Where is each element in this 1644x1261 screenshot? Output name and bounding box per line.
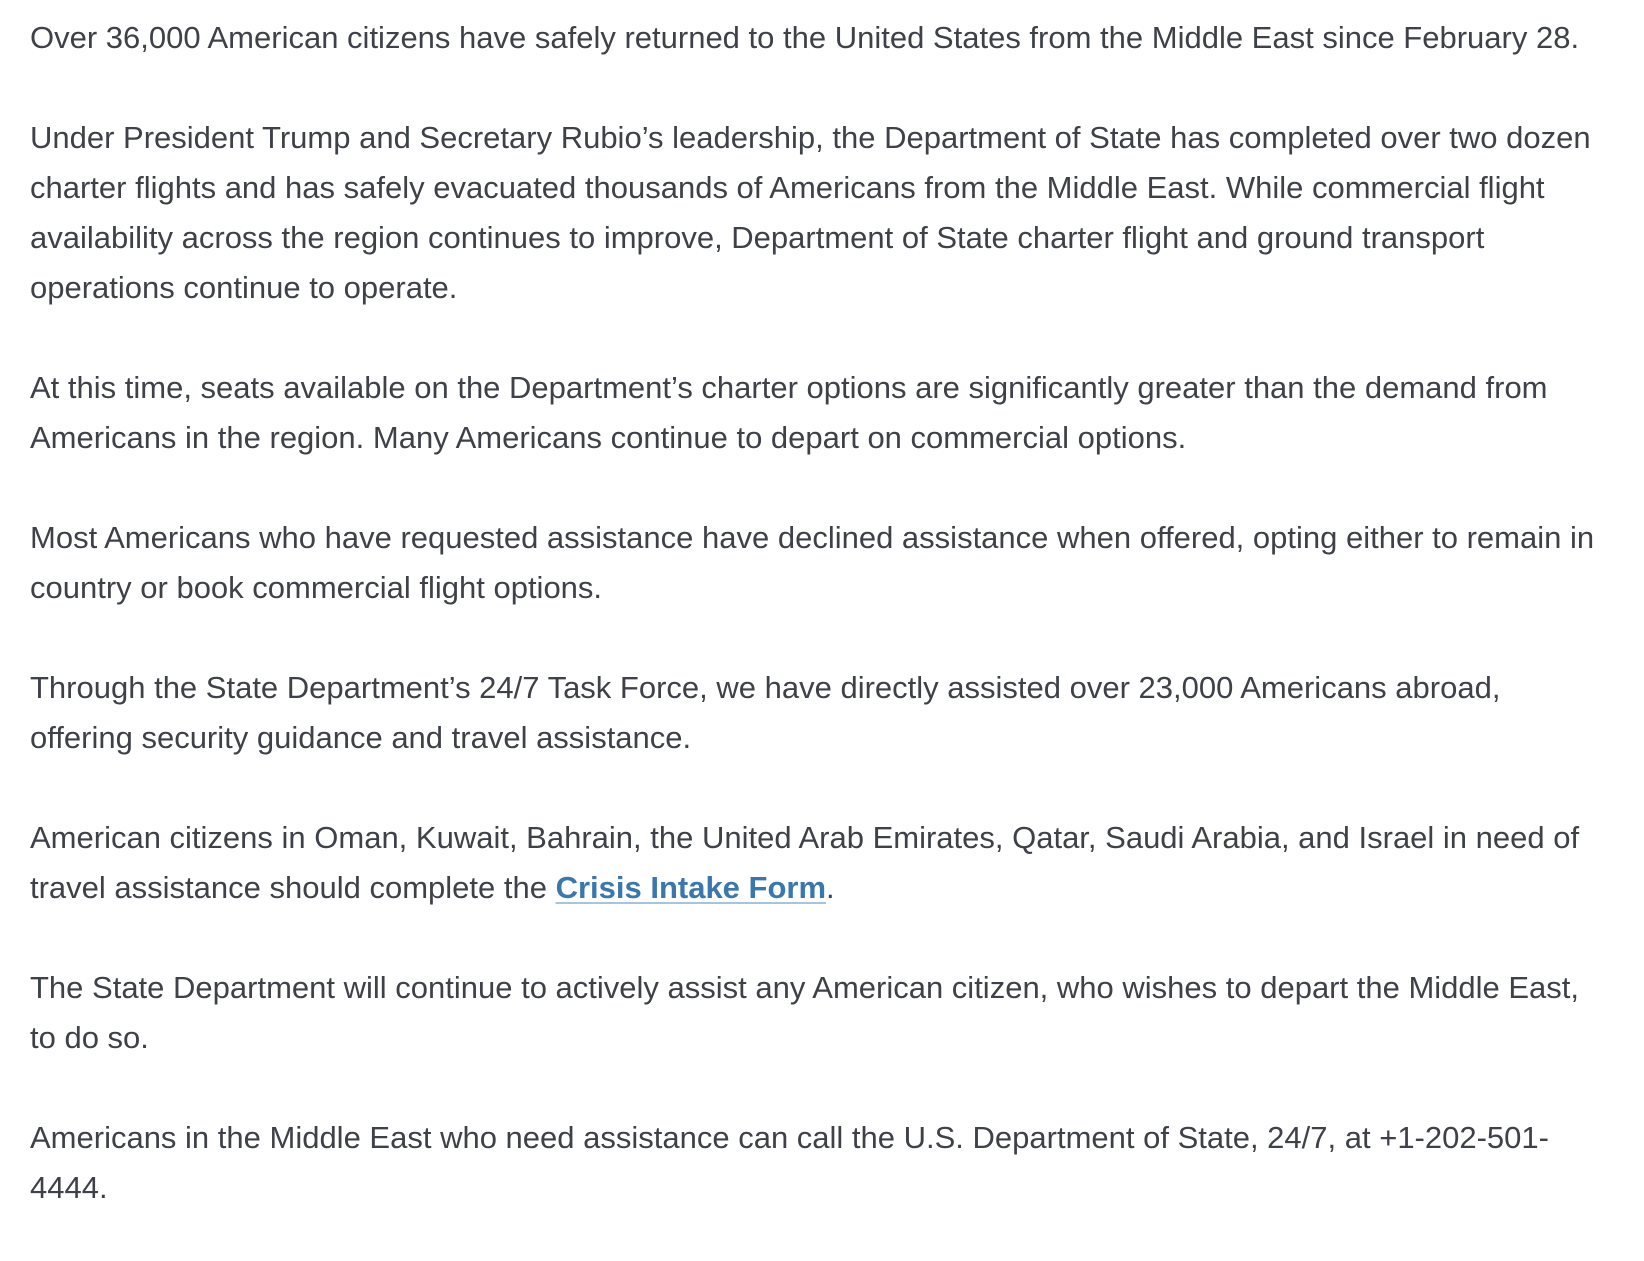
paragraph-seat-availability: At this time, seats available on the Department’s charter options are significantly greater than the demand from Americans in the region. Many Americans continue to depart on commercial options.: [30, 370, 1548, 455]
paragraph-declined-assistance: Most Americans who have requested assistance have declined assistance when offered, opting either to remain in country or book commercial flight options.: [30, 520, 1595, 605]
crisis-intake-form-link[interactable]: Crisis Intake Form: [555, 870, 827, 905]
crisis-intake-text-before: American citizens in Oman, Kuwait, Bahrain, the United Arab Emirates, Qatar, Saudi Arabia, and Israel in need of travel assistance should complete the: [30, 820, 1580, 905]
paragraph-crisis-intake: [30, 813, 1596, 913]
paragraph-phone-number: Americans in the Middle East who need assistance can call the U.S. Department of State, 24/7, at +1-202-501-4444.: [30, 1120, 1549, 1205]
article-body: [30, 13, 1596, 1213]
paragraph-charter-flights: Under President Trump and Secretary Rubio’s leadership, the Department of State has completed over two dozen charter flights and has safely evacuated thousands of Americans from the Middle East. While commercial flight availability across the region continues to improve, Department of State charter flight and ground transport operations continue to operate.: [30, 120, 1591, 305]
crisis-intake-text-after: .: [826, 870, 835, 905]
paragraph-returned-citizens: Over 36,000 American citizens have safely returned to the United States from the Middle East since February 28.: [30, 20, 1580, 55]
paragraph-continue-assist: The State Department will continue to actively assist any American citizen, who wishes to depart the Middle East, to do so.: [30, 970, 1580, 1055]
paragraph-task-force: Through the State Department’s 24/7 Task Force, we have directly assisted over 23,000 Americans abroad, offering security guidance and travel assistance.: [30, 670, 1501, 755]
